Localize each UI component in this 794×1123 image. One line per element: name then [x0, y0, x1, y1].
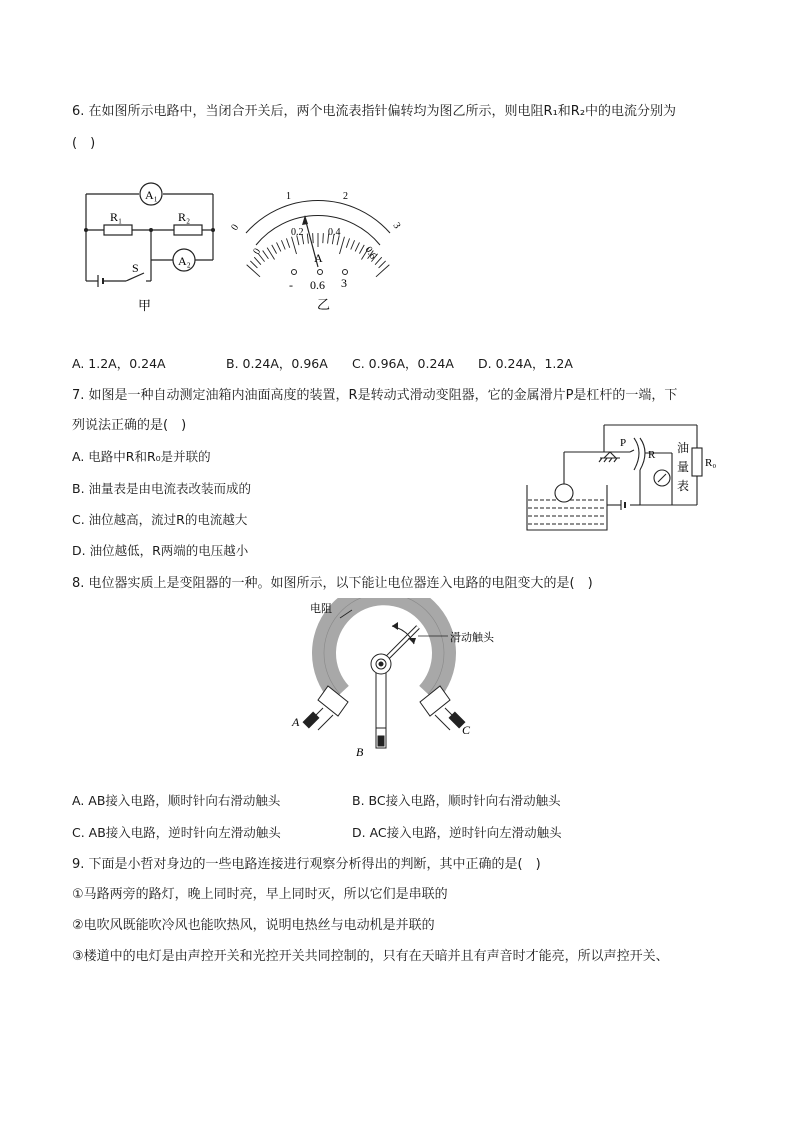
- q6-stem-line2: ( ): [72, 136, 96, 151]
- meter-label-1: 油: [677, 441, 690, 455]
- q6-figure-yi-ammeter: [228, 185, 408, 315]
- dial-tick: [339, 237, 344, 254]
- q9-item-3: ③楼道中的电灯是由声控开关和光控开关共同控制的，只有在天暗并且有声音时才能亮，所以声控开关、: [72, 949, 669, 964]
- ammeter-a1-label: A₁: [145, 188, 158, 202]
- rheostat-r-label: R: [648, 449, 656, 461]
- q6-figure-jia: [74, 180, 224, 315]
- switch-s-label: S: [132, 261, 139, 275]
- meter-label-2: 量: [677, 460, 690, 474]
- q8-option-d[interactable]: D. AC接入电路，逆时针向左滑动触头: [352, 825, 562, 840]
- dial-tick: [272, 245, 277, 254]
- resistor-r0-label: R₀: [705, 457, 717, 469]
- q7-option-a[interactable]: A. 电路中R和R₀是并联的: [72, 449, 211, 464]
- scale-bottom-0: 0: [251, 246, 264, 257]
- figure-caption-jia: 甲: [138, 299, 152, 314]
- scale-top-0: 0: [229, 222, 242, 233]
- dial-tick: [379, 261, 386, 268]
- dial-tick: [376, 265, 389, 277]
- q8-option-b[interactable]: B. BC接入电路，顺时针向右滑动触头: [352, 793, 561, 808]
- q7-figure-oil-gauge: [522, 420, 732, 532]
- dial-tick: [281, 240, 285, 249]
- dial-tick: [307, 234, 308, 244]
- scale-bottom-0-2: 0.2: [291, 227, 304, 238]
- terminal-a-label: A: [292, 715, 300, 729]
- dial-tick: [351, 240, 355, 249]
- scale-bottom-0-6: 0.6: [362, 244, 379, 262]
- q7-option-b[interactable]: B. 油量表是由电流表改装而成的: [72, 481, 252, 496]
- q9-stem: 9. 下面是小哲对身边的一些电路连接进行观察分析得出的判断，其中正确的是( ): [72, 857, 541, 872]
- terminal-3: 3: [341, 276, 347, 290]
- dial-tick: [247, 265, 260, 277]
- scale-bottom-0-4: 0.4: [328, 227, 341, 238]
- q6-option-d[interactable]: D. 0.24A，1.2A: [478, 356, 573, 371]
- dial-tick: [375, 257, 382, 264]
- q8-figure-potentiometer: [290, 598, 520, 763]
- q6-stem-line1: 6. 在如图所示电路中，当闭合开关后，两个电流表指针偏转均为图乙所示，则电阻R₁和R₂中的电流分别为: [72, 104, 677, 119]
- terminal-c-label: C: [462, 723, 471, 737]
- q8-option-a[interactable]: A. AB接入电路，顺时针向右滑动触头: [72, 793, 281, 808]
- q8-option-c[interactable]: C. AB接入电路，逆时针向左滑动触头: [72, 825, 281, 840]
- q6-option-b[interactable]: B. 0.24A，0.96A: [226, 356, 328, 371]
- meter-label-3: 表: [677, 479, 690, 493]
- dial-tick: [313, 233, 314, 243]
- q6-option-a[interactable]: A. 1.2A，0.24A: [72, 356, 166, 371]
- q9-item-2: ②电吹风既能吹冷风也能吹热风，说明电热丝与电动机是并联的: [72, 918, 435, 933]
- figure-caption-yi: 乙: [317, 298, 331, 313]
- ammeter-unit: A: [314, 251, 323, 265]
- resistor-r2-label: R₂: [178, 210, 191, 224]
- ammeter-a2-label: A₂: [178, 254, 191, 268]
- terminal-minus: -: [289, 278, 293, 292]
- resistor-r1-label: R₁: [110, 210, 123, 224]
- q7-option-d[interactable]: D. 油位越低，R两端的电压越小: [72, 543, 249, 558]
- q8-stem: 8. 电位器实质上是变阻器的一种。如图所示，以下能让电位器连入电路的电阻变大的是( ): [72, 576, 593, 591]
- dial-tick: [286, 238, 289, 247]
- dial-tick: [277, 242, 281, 251]
- slider-contact-label: 滑动触头: [450, 631, 494, 644]
- scale-top-1: 1: [286, 191, 291, 202]
- resistor-label: 电阻: [310, 602, 332, 615]
- dial-tick: [254, 257, 261, 264]
- scale-top-2: 2: [343, 191, 348, 202]
- q7-stem-line2: 列说法正确的是( ): [72, 418, 187, 433]
- dial-tick: [292, 237, 297, 254]
- scale-top-3: 3: [390, 220, 403, 231]
- q7-option-c[interactable]: C. 油位越高，流过R的电流越大: [72, 512, 248, 527]
- dial-tick: [346, 238, 349, 247]
- dial-tick: [267, 248, 274, 260]
- dial-tick: [263, 251, 269, 259]
- dial-tick: [355, 242, 359, 251]
- terminal-b-label: B: [356, 745, 364, 759]
- dial-tick: [323, 233, 324, 243]
- q9-item-1: ①马路两旁的路灯，晚上同时亮，早上同时灭，所以它们是串联的: [72, 887, 448, 902]
- q7-stem-line1: 7. 如图是一种自动测定油箱内油面高度的装置，R是转动式滑动变阻器，它的金属滑片P是杠杆的一端，下: [72, 388, 678, 403]
- dial-tick: [250, 261, 257, 268]
- q6-option-c[interactable]: C. 0.96A，0.24A: [352, 356, 454, 371]
- terminal-0-6: 0.6: [310, 278, 325, 292]
- slider-p-label: P: [620, 437, 627, 449]
